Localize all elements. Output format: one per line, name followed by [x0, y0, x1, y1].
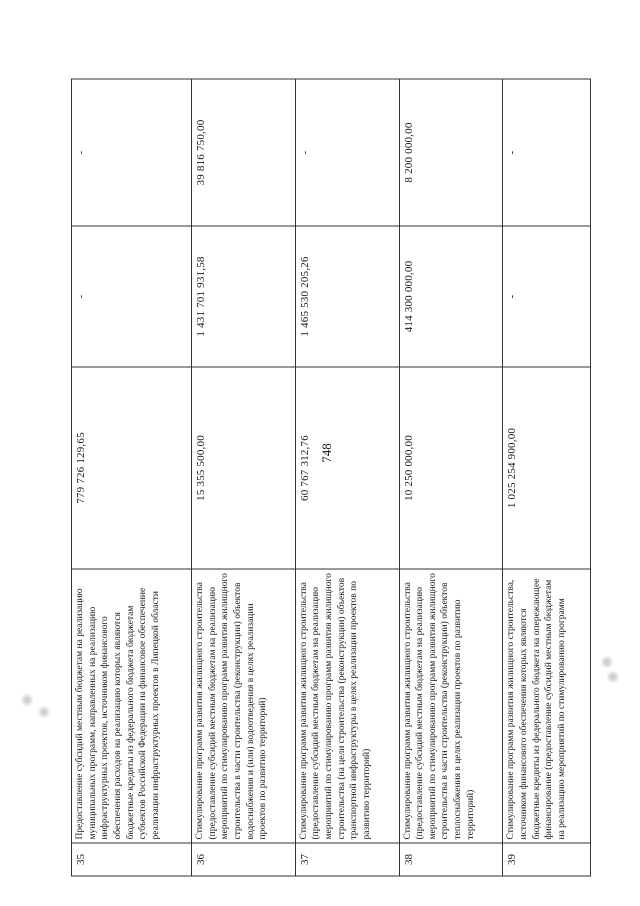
amount-cell-2: 1 431 701 931,58	[192, 226, 296, 367]
amount-cell-3: 39 816 750,00	[192, 79, 296, 226]
row-description: Стимулирование программ развития жилищного строительства (предоставление субсидий местным бюджетам на реализацию мероприятий по стимулированию программ развития жилищного строительства в части строительства (реконструкции) объектов теплоснабжения в целях реализации проектов по развитию территорий)	[399, 569, 503, 843]
amount-cell-3: -	[72, 79, 192, 226]
amount-cell-2: 1 465 530 205,26	[295, 226, 399, 367]
row-description: Стимулирование программ развития жилищного строительства, источником финансового обеспечения которых являются бюджетные кредиты из федерального бюджета на опережающее финансирование (предоставление субсидий местным бюджетам на реализацию мероприятий по стимулированию программ	[503, 569, 591, 843]
row-description: Стимулирование программ развития жилищного строительства (предоставление субсидий местным бюджетам на реализацию мероприятий по стимулированию программ развития жилищного строительства в части строительства (реконструкции) объектов водоснабжения и (или) водоотведения в целях реализации проектов по развитию территорий)	[192, 569, 296, 843]
amount-cell-2: -	[503, 226, 591, 367]
row-description: Стимулирование программ развития жилищного строительства (предоставление субсидий местным бюджетам на реализацию мероприятий по стимулированию программ развития жилищного строительства (на цели строительства (реконструкции) объектов транспортной инфраструктуры в целях реализации проектов по развитию территорий)	[295, 569, 399, 843]
scan-speck	[600, 655, 614, 669]
row-number: 38	[399, 843, 503, 876]
table-row	[192, 79, 296, 876]
amount-cell-1: 60 767 312,76	[295, 367, 399, 569]
scan-speck	[37, 705, 51, 719]
table-row	[295, 79, 399, 876]
row-number: 35	[72, 843, 192, 876]
page-number: 748	[319, 443, 334, 463]
row-description: Предоставление субсидий местным бюджетам на реализацию муниципальных программ, направленных на реализацию инфраструктурных проектов, источником финансового обеспечения расходов на реализацию которых являются бюджетные кредиты из федерального бюджета бюджетам субъектов Российской Федерации на финансовое обеспечение реализации инфраструктурных проектов в Липецкой области	[72, 569, 192, 843]
amount-cell-1: 1 025 254 900,00	[503, 367, 591, 569]
amount-cell-3: 8 200 000,00	[399, 79, 503, 226]
amount-cell-1: 779 726 129,65	[72, 367, 192, 569]
table-row	[72, 79, 192, 876]
table-row	[399, 79, 503, 876]
amount-cell-3: -	[503, 79, 591, 226]
scan-speck	[20, 693, 34, 707]
amount-cell-2: 414 300 000,00	[399, 226, 503, 367]
row-number: 37	[295, 843, 399, 876]
row-number: 39	[503, 843, 591, 876]
amount-cell-1: 10 250 000,00	[399, 367, 503, 569]
budget-table	[71, 79, 591, 877]
table-row	[503, 79, 591, 876]
row-number: 36	[192, 843, 296, 876]
amount-cell-3: -	[295, 79, 399, 226]
budget-table-container	[71, 80, 591, 877]
scan-speck	[606, 670, 620, 684]
amount-cell-2: -	[72, 226, 192, 367]
amount-cell-1: 15 355 500,00	[192, 367, 296, 569]
